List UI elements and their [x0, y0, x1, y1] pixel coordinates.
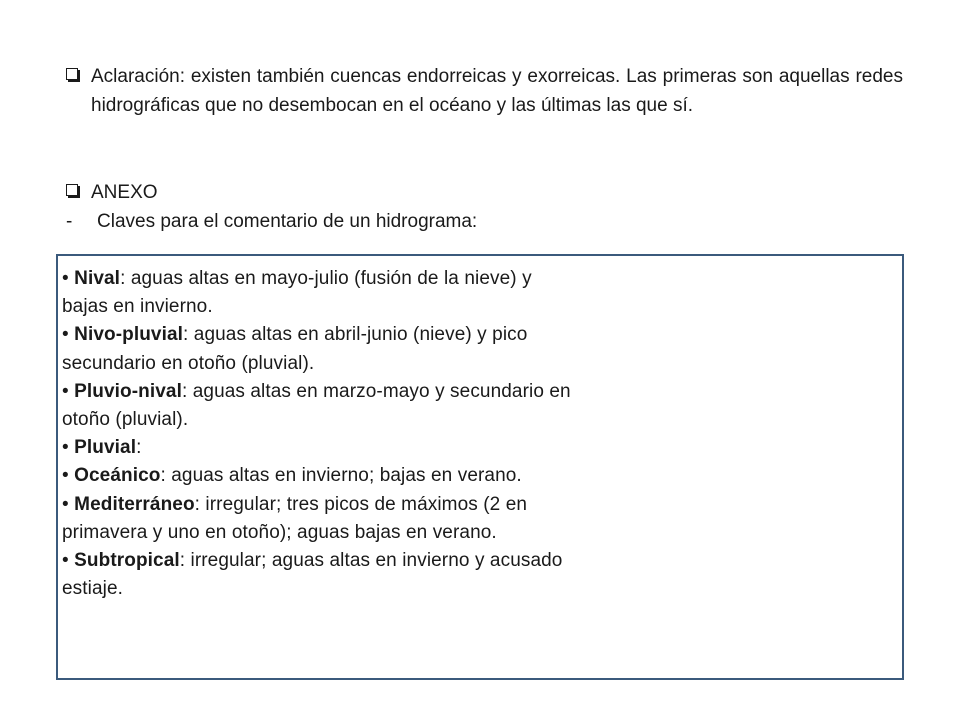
- key-bullet: •: [62, 324, 75, 346]
- keys-list: [62, 265, 582, 603]
- key-name: Subtropical: [74, 550, 180, 572]
- key-desc: : aguas altas en marzo-mayo y secundario en otoño (pluvial).: [62, 380, 571, 431]
- key-name: Mediterráneo: [74, 493, 195, 515]
- key-item-pluvio-nival: [62, 378, 582, 434]
- aclaracion-bullet: [66, 62, 903, 120]
- key-bullet: •: [62, 550, 75, 572]
- key-item-subtropical: [62, 547, 582, 603]
- dash-marker: -: [66, 211, 73, 232]
- key-bullet: •: [62, 465, 75, 487]
- key-item-oceanico: [62, 462, 582, 490]
- key-item-nivo-pluvial: [62, 321, 582, 377]
- key-desc: : irregular; aguas altas en invierno y acusado estiaje.: [62, 550, 563, 600]
- anexo-title: ANEXO: [91, 182, 158, 203]
- key-desc: : irregular; tres picos de máximos (2 en primavera y uno en otoño); aguas bajas en verano.: [62, 493, 528, 543]
- anexo-bullet: [66, 178, 158, 207]
- anexo-subtitle-row: [66, 207, 477, 236]
- key-bullet: •: [62, 268, 75, 289]
- anexo-subtitle: Claves para el comentario de un hidrograma:: [97, 211, 478, 232]
- key-item-pluvial: [62, 434, 582, 462]
- key-bullet: •: [62, 380, 75, 402]
- key-desc: : aguas altas en abril-junio (nieve) y pico secundario en otoño (pluvial).: [62, 324, 528, 374]
- key-bullet: •: [62, 437, 75, 459]
- key-desc: : aguas altas en invierno; bajas en verano.: [160, 465, 522, 487]
- key-desc: : aguas altas en mayo-julio (fusión de la nieve) y bajas en invierno.: [62, 268, 532, 318]
- key-name: Nival: [74, 268, 121, 289]
- checkbox-icon: [66, 184, 78, 196]
- key-name: Nivo-pluvial: [74, 324, 184, 346]
- checkbox-icon: [66, 68, 78, 80]
- key-item-nival: [62, 265, 582, 321]
- key-item-mediterraneo: [62, 491, 582, 547]
- key-name: Pluvio-nival: [74, 380, 182, 402]
- key-name: Pluvial: [74, 437, 137, 459]
- key-name: Oceánico: [74, 465, 161, 487]
- key-bullet: •: [62, 493, 75, 515]
- aclaracion-text: Aclaración: existen también cuencas endorreicas y exorreicas. Las primeras son aquellas redes hidrográficas que no desembocan en el océano y las últimas las que sí.: [91, 66, 903, 116]
- key-desc: :: [136, 437, 142, 459]
